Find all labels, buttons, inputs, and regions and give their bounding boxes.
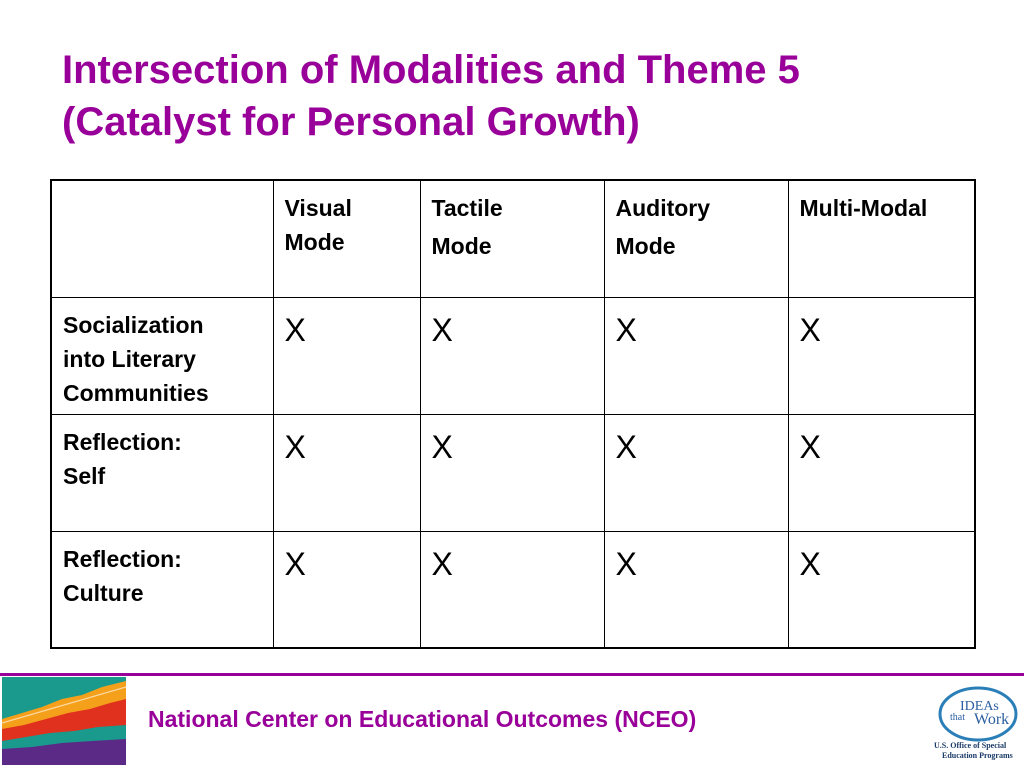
ideas-that-work-logo: [932, 684, 1024, 766]
modalities-table: [50, 179, 976, 649]
cell-mark: X: [788, 531, 975, 648]
row-header-line: Socialization: [63, 311, 204, 338]
cell-mark: X: [420, 414, 604, 531]
footer-divider: [0, 673, 1024, 676]
slide-title: [62, 44, 1002, 148]
title-line-2: (Catalyst for Personal Growth): [62, 100, 640, 144]
cell-mark: X: [420, 531, 604, 648]
column-header-line: Multi-Modal: [799, 195, 928, 221]
row-header-line: Reflection:: [63, 545, 182, 572]
column-header-auditory: [604, 180, 788, 297]
table-row: [51, 414, 975, 531]
row-header-socialization: [51, 297, 273, 414]
cell-mark: X: [604, 414, 788, 531]
column-header-line: Mode: [284, 229, 345, 255]
footer-organization: National Center on Educational Outcomes (NCEO): [148, 706, 697, 732]
ideas-logo-sub2: Education Programs: [942, 751, 1013, 760]
row-header-line: Self: [63, 462, 106, 489]
cell-mark: X: [273, 414, 420, 531]
column-header-tactile: [420, 180, 604, 297]
corner-cell: [51, 180, 273, 297]
cell-mark: X: [273, 297, 420, 414]
ideas-logo-word1: IDEAs: [960, 699, 999, 714]
column-header-line: Visual: [284, 195, 352, 221]
row-header-line: Communities: [63, 379, 209, 406]
row-header-line: Reflection:: [63, 428, 182, 455]
ideas-logo-word3: Work: [974, 711, 1010, 728]
column-header-line: Mode: [431, 233, 492, 259]
cell-mark: X: [788, 414, 975, 531]
row-header-line: Culture: [63, 579, 144, 606]
column-header-visual: [273, 180, 420, 297]
nceo-logo-graphic: [2, 677, 126, 765]
table-row: [51, 531, 975, 648]
cell-mark: X: [604, 297, 788, 414]
column-header-line: Mode: [615, 233, 676, 259]
column-header-multi-modal: [788, 180, 975, 297]
row-header-line: into Literary: [63, 345, 196, 372]
cell-mark: X: [788, 297, 975, 414]
table-header-row: [51, 180, 975, 297]
column-header-line: Auditory: [615, 195, 711, 221]
column-header-line: Tactile: [431, 195, 503, 221]
cell-mark: X: [420, 297, 604, 414]
table-row: [51, 297, 975, 414]
row-header-reflection-self: [51, 414, 273, 531]
row-header-reflection-culture: [51, 531, 273, 648]
cell-mark: X: [604, 531, 788, 648]
cell-mark: X: [273, 531, 420, 648]
title-line-1: Intersection of Modalities and Theme 5: [62, 48, 800, 92]
ideas-logo-sub1: U.S. Office of Special: [934, 741, 1007, 750]
ideas-logo-word2: that: [950, 712, 965, 723]
